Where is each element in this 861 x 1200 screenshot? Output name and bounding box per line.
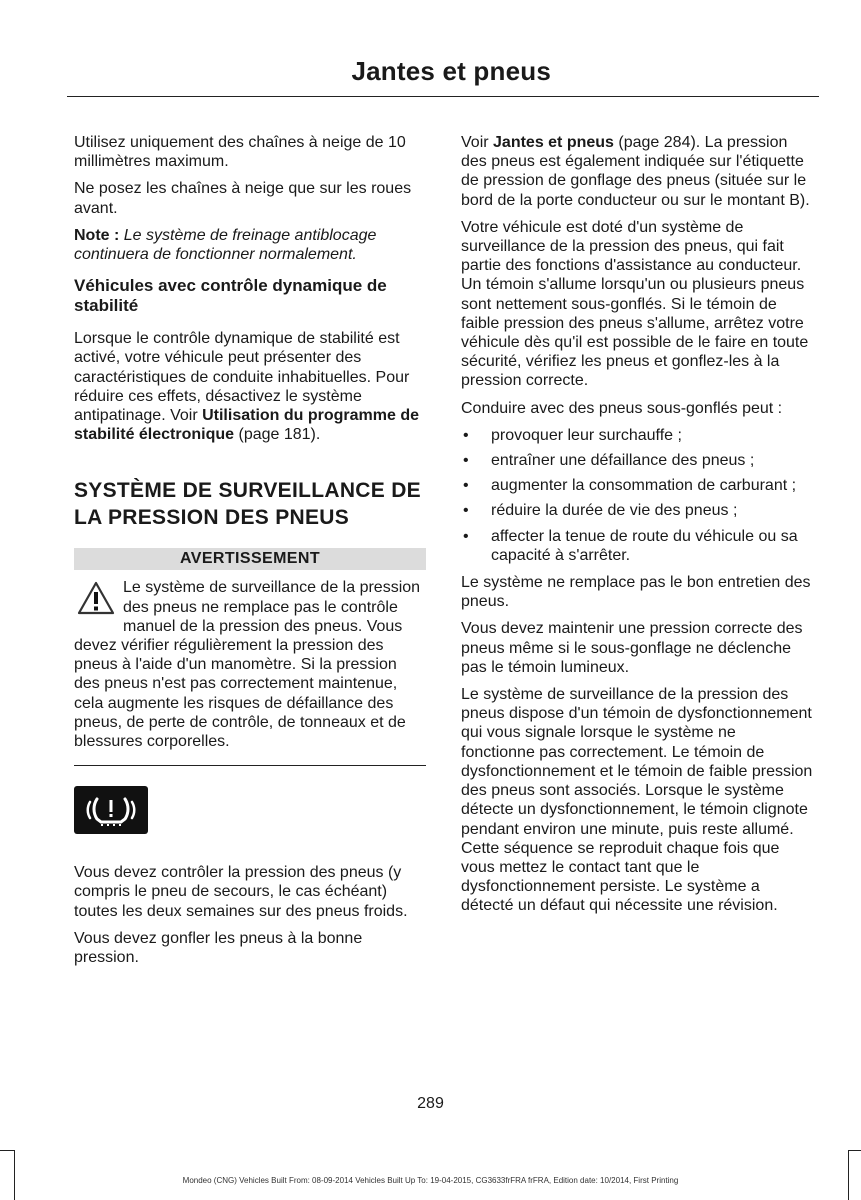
list-item: [461, 501, 813, 520]
note-text: Le système de freinage antiblocage continuera de fonctionner normalement.: [74, 226, 377, 264]
note: [74, 226, 426, 264]
paragraph-maintain-pressure: Vous devez maintenir une pression correcte des pneus même si le sous-gonflage ne déclenche pas le témoin lumineux.: [461, 620, 803, 676]
stability-text: Lorsque le contrôle dynamique de stabilité est activé, votre véhicule peut présenter des caractéristiques de conduite inhabituelles. Pour réduire ces effets, désactivez le système antipatinage. Voir: [74, 330, 410, 425]
list-item: [461, 451, 813, 470]
crop-mark-right-vertical: [848, 1150, 849, 1200]
section-heading-tpms: SYSTÈME DE SURVEILLANCE DE LA PRESSION DES PNEUS: [74, 479, 421, 530]
bullet-dot: •: [463, 527, 469, 545]
header-divider: [67, 96, 819, 97]
page-title: Jantes et pneus: [351, 56, 551, 86]
paragraph-front-wheels: Ne posez les chaînes à neige que sur les roues avant.: [74, 180, 412, 217]
warning-title: AVERTISSEMENT: [74, 548, 426, 570]
subheading-stability: Véhicules avec contrôle dynamique de stabilité: [74, 276, 387, 315]
crop-mark-left-vertical: [14, 1150, 15, 1200]
list-item: [461, 527, 813, 565]
list-item-text: provoquer leur surchauffe ;: [491, 426, 682, 444]
see-prefix: Voir: [461, 134, 494, 151]
paragraph-underinflated: Conduire avec des pneus sous-gonflés peut :: [461, 399, 783, 417]
bullet-dot: •: [463, 502, 469, 520]
note-label: Note :: [74, 226, 120, 244]
paragraph-see-wheels: [461, 133, 813, 210]
paragraph-check-pressure: Vous devez contrôler la pression des pneus (y compris le pneu de secours, le cas échéant) toutes les deux semaines sur des pneus froids.: [74, 864, 408, 920]
paragraph-malfunction: Le système de surveillance de la pression des pneus dispose d'un témoin de dysfonctionnement qui vous signale lorsque le système ne fonctionne pas correctement. Le témoin de dysfonctionnement et le témoin de faible pression des pneus sont associés. Lorsque le système détecte un dysfonctionnement, le témoin clignote pendant environ une minute, puis reste allumé. Cette séquence se reproduit chaque fois que vous mettez le contact tant que le dysfonctionnement persiste. Le système a détecté un défaut qui nécessite une révision.: [461, 686, 813, 915]
list-item-text: augmenter la consommation de carburant ;: [491, 477, 797, 495]
list-item-text: réduire la durée de vie des pneus ;: [491, 502, 738, 520]
right-column: [461, 133, 813, 924]
list-item: [461, 426, 813, 445]
see-rest: (page 284). La pression des pneus est également indiquée sur l'étiquette de pression de gonflage des pneus (située sur le bord de la porte conducteur ou sur le montant B).: [461, 134, 810, 209]
left-column: [74, 133, 426, 975]
crop-mark-right: [848, 1150, 861, 1151]
consequences-list: [461, 426, 813, 565]
footer-edition-info: Mondeo (CNG) Vehicles Built From: 08-09-2014 Vehicles Built Up To: 19-04-2015, CG3633frFRA frFRA, Edition date: 10/2014, First Printing: [182, 1176, 679, 1185]
warning-triangle-icon: [76, 580, 116, 616]
warning-divider: [74, 765, 426, 766]
list-item-text: entraîner une défaillance des pneus ;: [491, 452, 755, 470]
stability-page-ref: (page 181).: [234, 426, 321, 444]
tpms-warning-lamp-icon: [74, 786, 148, 834]
bullet-dot: •: [463, 426, 469, 444]
page-number: 289: [417, 1095, 444, 1112]
paragraph-not-replacement: Le système ne remplace pas le bon entretien des pneus.: [461, 574, 811, 611]
bullet-dot: •: [463, 477, 469, 495]
paragraph-stability: [74, 329, 426, 444]
warning-body: [74, 578, 426, 751]
wheels-tyres-reference-link[interactable]: Jantes et pneus: [493, 134, 614, 151]
stability-reference-link[interactable]: Utilisation du programme de stabilité électronique: [74, 407, 420, 444]
bullet-dot: •: [463, 452, 469, 470]
crop-mark-left: [0, 1150, 14, 1151]
paragraph-snow-chains: Utilisez uniquement des chaînes à neige de 10 millimètres maximum.: [74, 134, 406, 171]
list-item: [461, 476, 813, 495]
warning-text: Le système de surveillance de la pression des pneus ne remplace pas le contrôle manuel de la pression des pneus. Vous devez vérifier régulièrement la pression des pneus à l'aide d'un manomètre. Si la pression des pneus n'est pas correctement maintenue, cela augmente les risques de défaillance des pneus, de perte de contrôle, de tonneaux et de blessures corporelles.: [74, 579, 421, 751]
paragraph-tpms-description: Votre véhicule est doté d'un système de surveillance de la pression des pneus, qui fait partie des fonctions d'assistance au conducteur. Un témoin s'allume lorsqu'un ou plusieurs pneus sont nettement sous-gonflés. Si le témoin de faible pression des pneus s'allume, arrêtez votre véhicule dès qu'il est possible de le faire en toute sécurité, vérifiez les pneus et gonflez-les à la pression correcte.: [461, 218, 809, 390]
paragraph-inflate: Vous devez gonfler les pneus à la bonne pression.: [74, 929, 363, 967]
list-item-text: affecter la tenue de route du véhicule ou sa capacité à s'arrêter.: [491, 527, 798, 564]
